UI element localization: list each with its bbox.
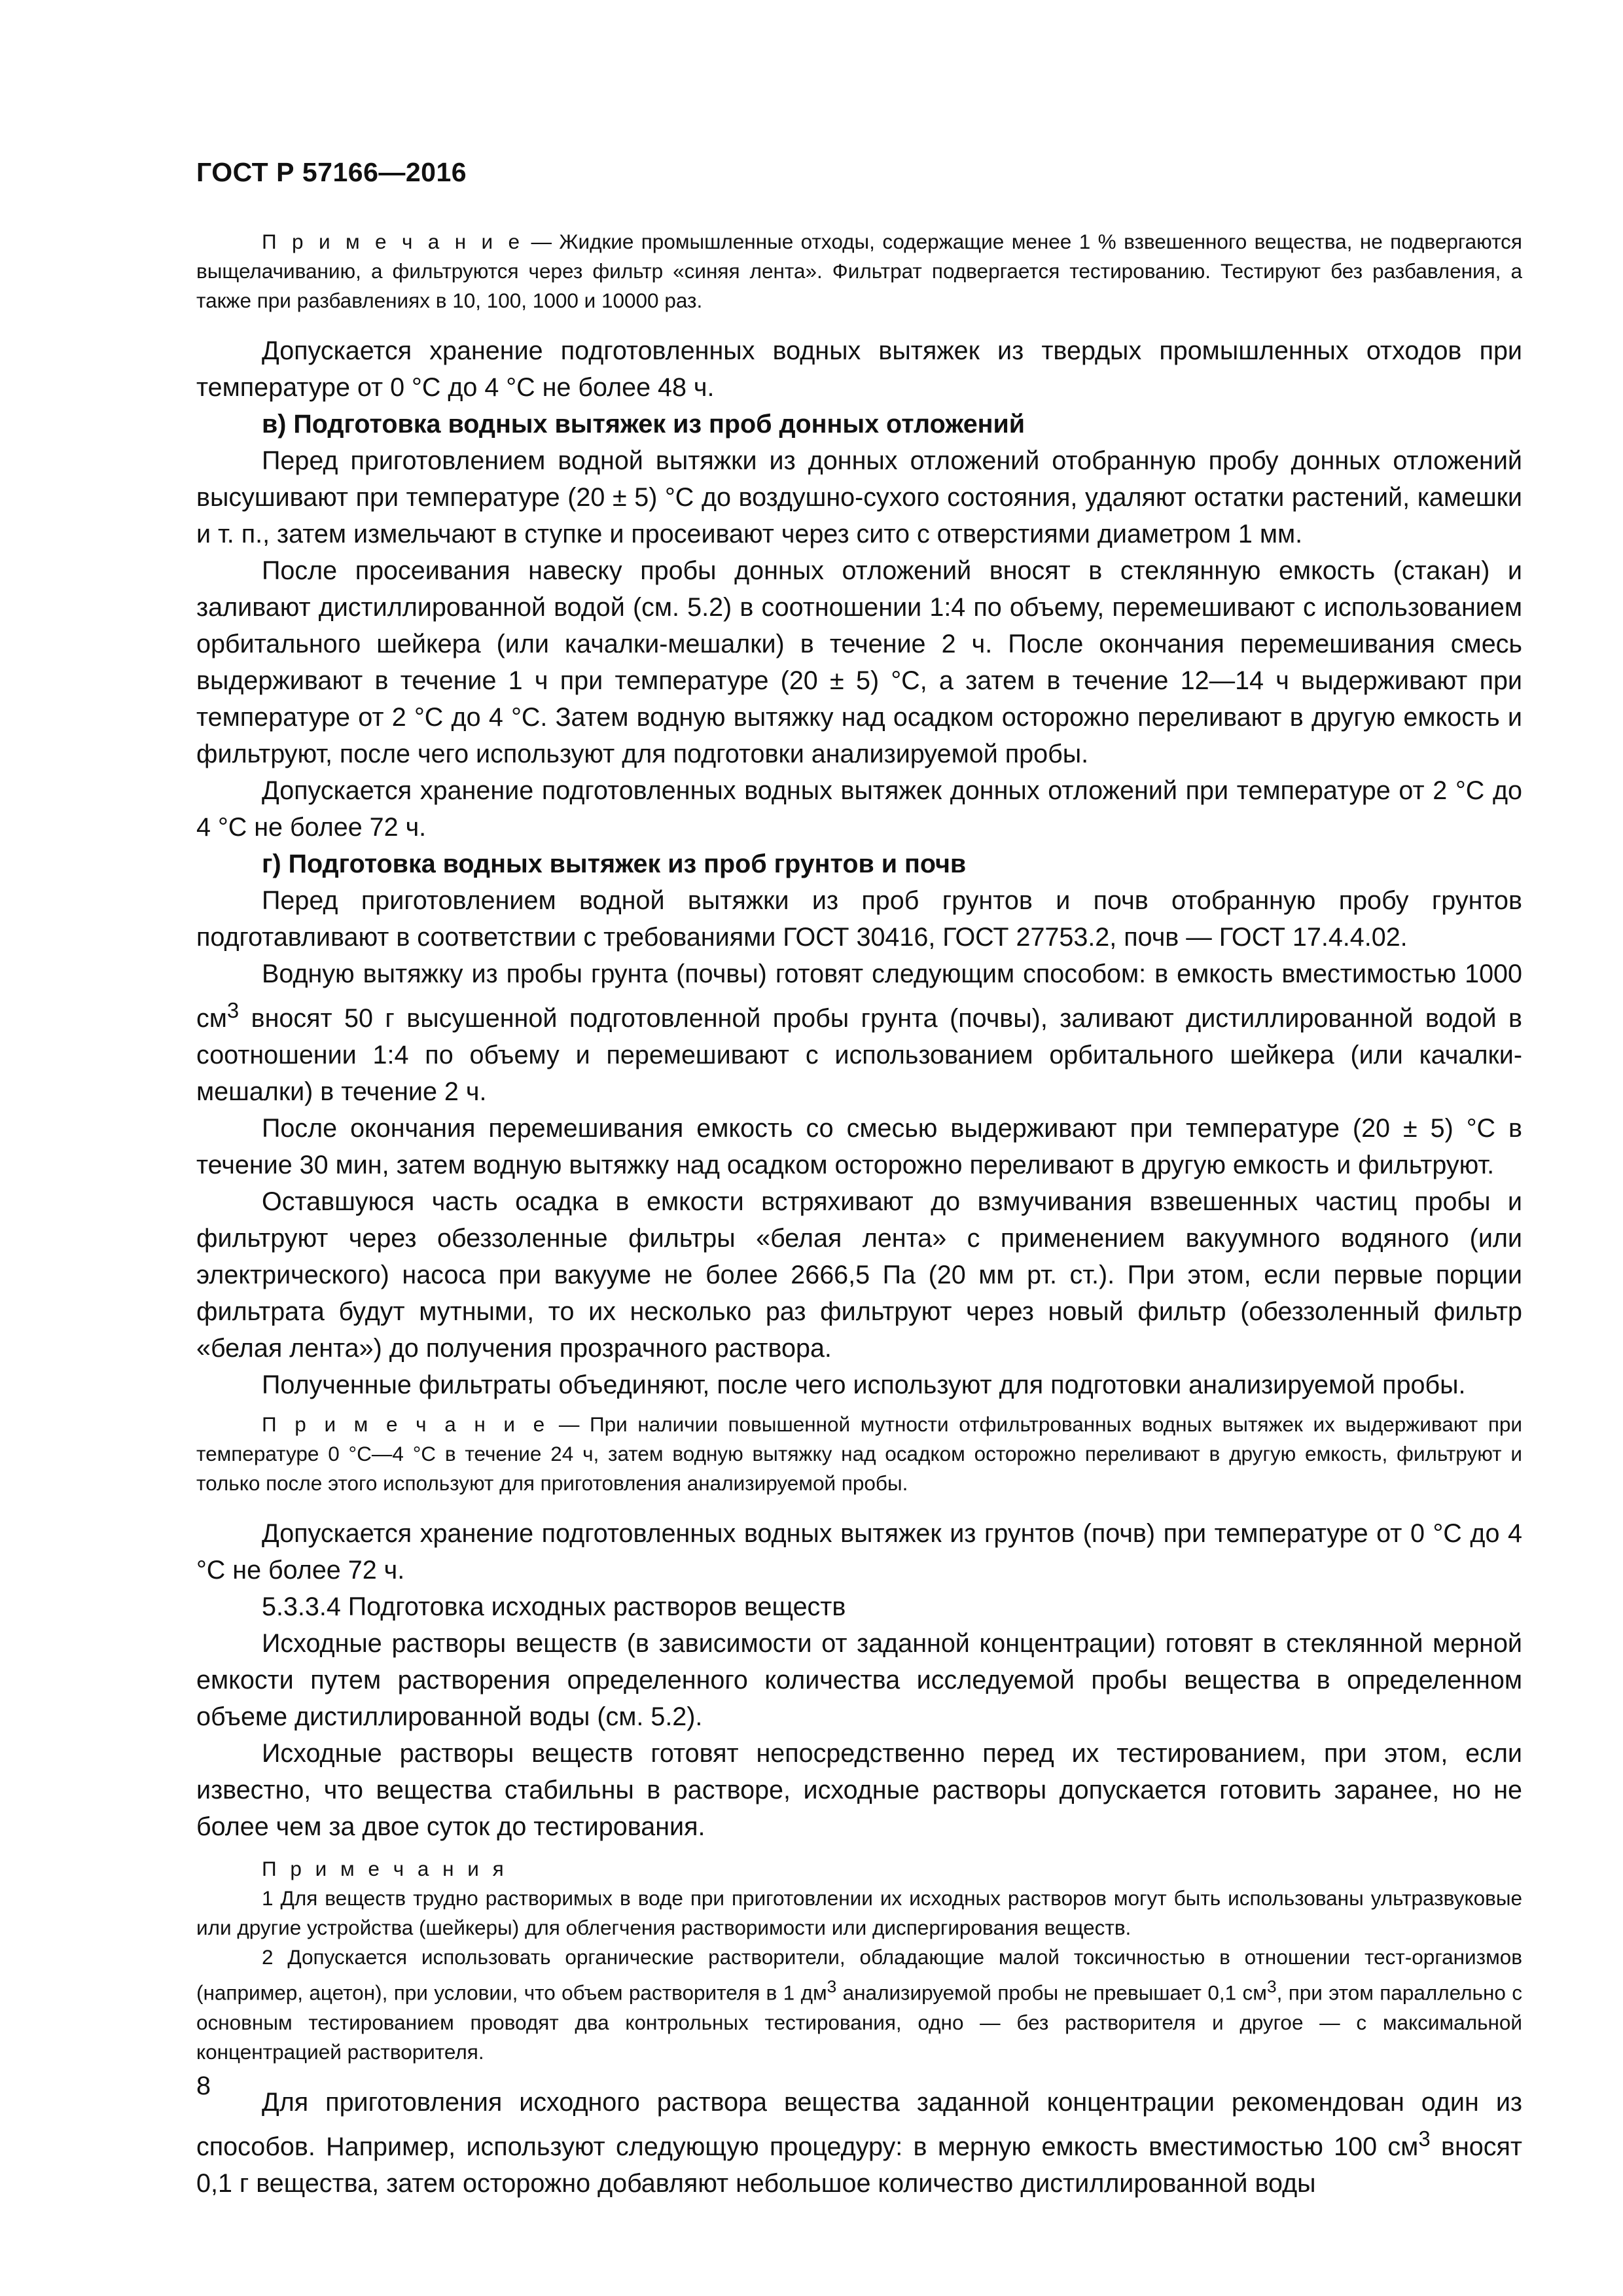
note-text: — При наличии повышенной мутности отфильтрованных водных вытяжек их выдерживают при температуре 0 °С—4 °С в течение 24 ч, затем водную вытяжку над осадком осторожно переливают в другую емкость, фильтруют и только после этого используют для приготовления анализируемой пробы. — [196, 1412, 1523, 1496]
text-run: , при этом параллельно с основным тестированием проводят два контрольных тестирования, одно — без растворителя и другое — с максимальной концентрацией растворителя. — [196, 1981, 1522, 2064]
paragraph — [196, 2084, 1522, 2202]
section-heading: г) Подготовка водных вытяжек из проб грунтов и почв — [262, 850, 967, 878]
paragraph: Допускается хранение подготовленных водных вытяжек из грунтов (почв) при температуре от 0 °С до 4 °С не более 72 ч. — [196, 1519, 1522, 1585]
paragraph: Полученные фильтраты объединяют, после чего используют для подготовки анализируемой пробы. — [262, 1371, 1466, 1400]
notes-block — [196, 1854, 1522, 2067]
text-run: Водную вытяжку из пробы грунта (почвы) готовят следующим способом: в емкость вместимостью 1000 см — [196, 960, 1522, 1033]
note-block — [196, 1410, 1522, 1498]
superscript: 3 — [1418, 2126, 1431, 2151]
superscript: 3 — [827, 1977, 837, 1997]
note-item — [196, 1943, 1522, 2067]
text-run: Для приготовления исходного раствора вещества заданной концентрации рекомендован один из способов. Например, используют следующую процедуру: в мерную емкость вместимостью 100 см — [196, 2087, 1522, 2161]
text-run: 2 Допускается использовать органические растворители, обладающие малой токсичностью в отношении тест-организмов (например, ацетон), при условии, что объем растворителя в 1 дм — [196, 1945, 1522, 2005]
paragraph: После окончания перемешивания емкость со смесью выдерживают при температуре (20 ± 5) °С в течение 30 мин, затем водную вытяжку над осадком осторожно переливают в другую емкость и фильтруют. — [196, 1114, 1522, 1180]
page-number: 8 — [196, 2072, 211, 2100]
paragraph: Перед приготовлением водной вытяжки из проб грунтов и почв отобранную пробу грунтов подготавливают в соответствии с требованиями ГОСТ 30416, ГОСТ 27753.2, почв — ГОСТ 17.4.4.02. — [196, 886, 1522, 952]
text-run: анализируемой пробы не превышает 0,1 см — [836, 1981, 1267, 2005]
subsection-heading: 5.3.3.4 Подготовка исходных растворов веществ — [262, 1592, 846, 1622]
notes-label: П р и м е ч а н и я — [262, 1857, 508, 1881]
note-paragraph — [196, 1410, 1522, 1498]
paragraph — [196, 956, 1522, 1110]
text-run: вносят 0,1 г вещества, затем осторожно добавляют небольшое количество дистиллированной воды — [196, 2132, 1522, 2198]
note-text: — Жидкие промышленные отходы, содержащие менее 1 % взвешенного вещества, не подвергаются выщелачиванию, а фильтруются через фильтр «синяя лента». Фильтрат подвергается тестированию. Тестируют без разбавления, а также при разбавлениях в 10, 100, 1000 и 10000 раз. — [196, 230, 1522, 312]
superscript: 3 — [226, 998, 240, 1022]
note-label: П р и м е ч а н и е — [262, 1412, 549, 1437]
paragraph: Исходные растворы веществ готовят непосредственно перед их тестированием, при этом, если известно, что вещества стабильны в растворе, исходные растворы допускается готовить заранее, но не более чем за двое суток до тестирования. — [196, 1739, 1522, 1842]
paragraph: Оставшуюся часть осадка в емкости встряхивают до взмучивания взвешенных частиц пробы и фильтруют через обеззоленные фильтры «белая лента» с применением вакуумного водяного (или электрического) насоса при вакууме не более 2666,5 Па (20 мм рт. ст.). При этом, если первые порции фильтрата будут мутными, то их несколько раз фильтруют через новый фильтр (обеззоленный фильтр «белая лента») до получения прозрачного раствора. — [196, 1187, 1522, 1363]
text-run: вносят 50 г высушенной подготовленной пробы грунта (почвы), заливают дистиллированной водой в соотношении 1:4 по объему и перемешивают с использованием орбитального шейкера (или качалки-мешалки) в течение 2 ч. — [196, 1004, 1522, 1107]
paragraph: Допускается хранение подготовленных водных вытяжек донных отложений при температуре от 2 °С до 4 °С не более 72 ч. — [196, 776, 1522, 842]
note-item: 1 Для веществ трудно растворимых в воде при приготовлении их исходных растворов могут быть использованы ультразвуковые или другие устройства (шейкеры) для облегчения растворимости или диспергирования веществ. — [196, 1886, 1522, 1940]
paragraph: Исходные растворы веществ (в зависимости от заданной концентрации) готовят в стеклянной мерной емкости путем растворения определенного количества исследуемой пробы вещества в определенном объеме дистиллированной воды (см. 5.2). — [196, 1629, 1522, 1732]
document-page — [196, 157, 1522, 2202]
paragraph: Перед приготовлением водной вытяжки из донных отложений отобранную пробу донных отложений высушивают при температуре (20 ± 5) °С до воздушно-сухого состояния, удаляют остатки растений, камешки и т. п., затем измельчают в ступке и просеивают через сито с отверстиями диаметром 1 мм. — [196, 446, 1522, 548]
note-paragraph — [196, 227, 1522, 315]
document-header: ГОСТ Р 57166—2016 — [196, 157, 467, 187]
paragraph: После просеивания навеску пробы донных отложений вносят в стеклянную емкость (стакан) и заливают дистиллированной водой (см. 5.2) в соотношении 1:4 по объему, перемешивают с использованием орбитального шейкера (или качалки-мешалки) в течение 2 ч. После окончания перемешивания смесь выдерживают в течение 1 ч при температуре (20 ± 5) °С, а затем в течение 12—14 ч выдерживают при температуре от 2 °С до 4 °С. Затем водную вытяжку над осадком осторожно переливают в другую емкость и фильтруют, после чего используют для подготовки анализируемой пробы. — [196, 556, 1522, 768]
section-heading: в) Подготовка водных вытяжек из проб донных отложений — [262, 410, 1026, 439]
superscript: 3 — [1266, 1977, 1277, 1997]
note-label: П р и м е ч а н и е — [262, 230, 524, 253]
paragraph: Допускается хранение подготовленных водных вытяжек из твердых промышленных отходов при температуре от 0 °С до 4 °С не более 48 ч. — [196, 336, 1522, 402]
